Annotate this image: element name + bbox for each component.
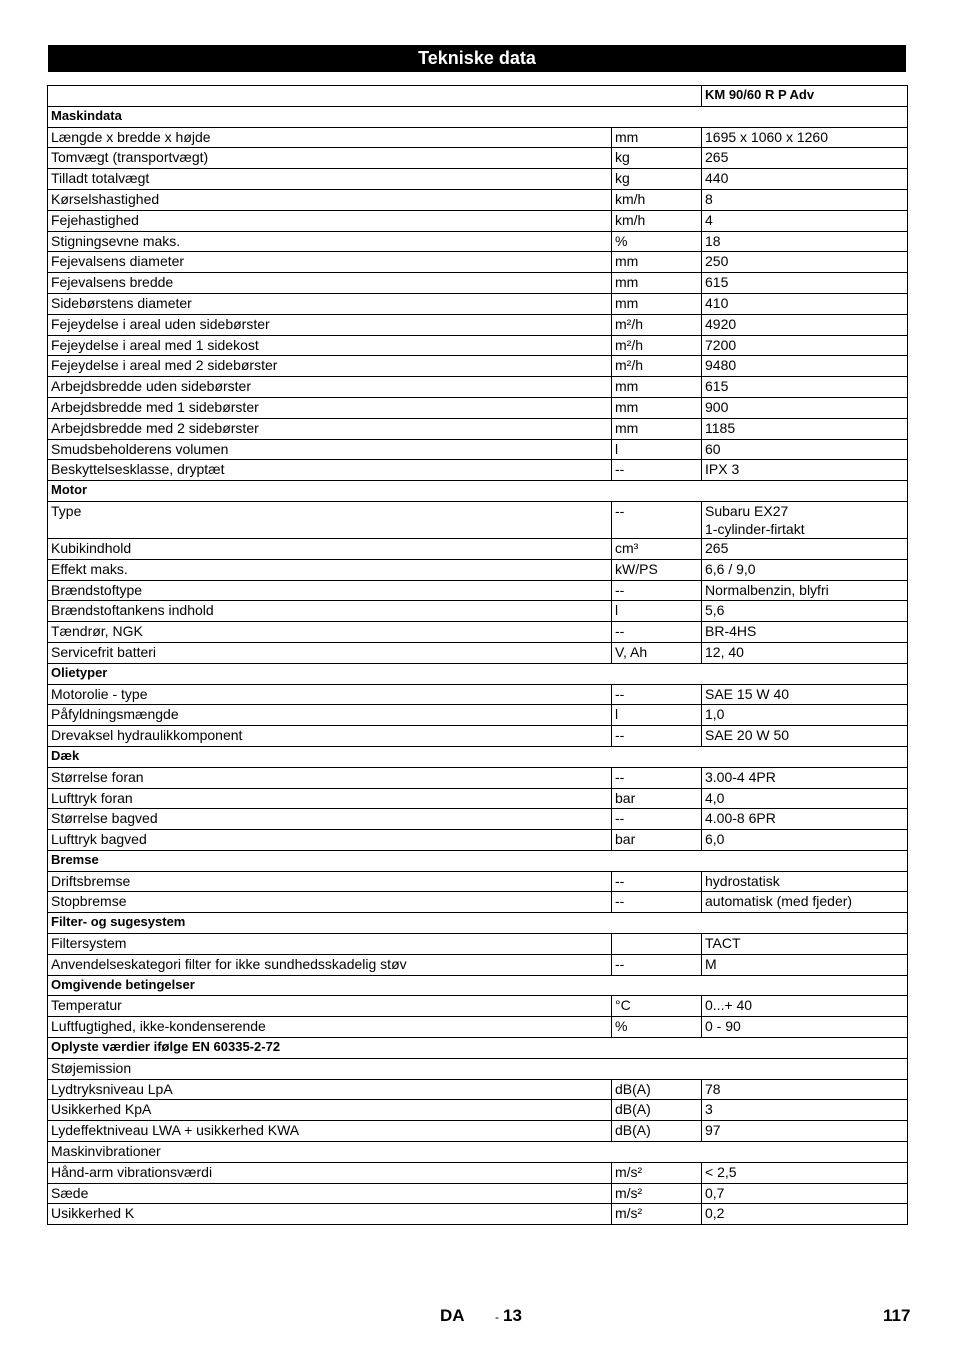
spec-label: Kørselshastighed bbox=[48, 189, 612, 210]
spec-label: Størrelse foran bbox=[48, 767, 612, 788]
section-title: Maskindata bbox=[48, 106, 908, 127]
spec-label: Driftsbremse bbox=[48, 871, 612, 892]
spec-label: Beskyttelsesklasse, dryptæt bbox=[48, 460, 612, 481]
tech-data-table bbox=[47, 85, 908, 1225]
section-title: Oplyste værdier ifølge EN 60335-2-72 bbox=[48, 1038, 908, 1059]
spec-value: 5,6 bbox=[702, 601, 908, 622]
spec-value: hydrostatisk bbox=[702, 871, 908, 892]
table-row bbox=[48, 559, 908, 580]
spec-label: Usikkerhed KpA bbox=[48, 1100, 612, 1121]
spec-unit: l bbox=[612, 439, 702, 460]
spec-value: 900 bbox=[702, 397, 908, 418]
spec-value: 615 bbox=[702, 377, 908, 398]
spec-unit: bar bbox=[612, 788, 702, 809]
spec-unit: kg bbox=[612, 148, 702, 169]
spec-value: 0 - 90 bbox=[702, 1017, 908, 1038]
spec-label: Påfyldningsmængde bbox=[48, 705, 612, 726]
table-row bbox=[48, 996, 908, 1017]
spec-value: 6,6 / 9,0 bbox=[702, 559, 908, 580]
table-row bbox=[48, 231, 908, 252]
spec-value: 410 bbox=[702, 293, 908, 314]
spec-label: Filtersystem bbox=[48, 934, 612, 955]
spec-unit: mm bbox=[612, 273, 702, 294]
table-row bbox=[48, 1121, 908, 1142]
table-row bbox=[48, 1183, 908, 1204]
table-row bbox=[48, 1162, 908, 1183]
spec-unit: l bbox=[612, 601, 702, 622]
spec-unit: km/h bbox=[612, 210, 702, 231]
spec-unit: -- bbox=[612, 767, 702, 788]
section-header-row bbox=[48, 975, 908, 996]
spec-unit: % bbox=[612, 231, 702, 252]
footer-dash: - bbox=[495, 1310, 499, 1324]
table-row bbox=[48, 642, 908, 663]
spec-unit: m²/h bbox=[612, 356, 702, 377]
table-row bbox=[48, 335, 908, 356]
spec-label: Fejevalsens bredde bbox=[48, 273, 612, 294]
spec-label: Lufttryk foran bbox=[48, 788, 612, 809]
spec-label: Arbejdsbredde med 2 sidebørster bbox=[48, 418, 612, 439]
table-row bbox=[48, 726, 908, 747]
spec-value: 4 bbox=[702, 210, 908, 231]
spec-value: 97 bbox=[702, 1121, 908, 1142]
header-spacer bbox=[48, 86, 702, 107]
spec-value: 78 bbox=[702, 1079, 908, 1100]
spec-unit: % bbox=[612, 1017, 702, 1038]
spec-unit: mm bbox=[612, 397, 702, 418]
spec-label: Servicefrit batteri bbox=[48, 642, 612, 663]
table-row bbox=[48, 293, 908, 314]
spec-label: Fejeydelse i areal med 1 sidekost bbox=[48, 335, 612, 356]
section-title: Dæk bbox=[48, 746, 908, 767]
spec-label: Sidebørstens diameter bbox=[48, 293, 612, 314]
table-row bbox=[48, 439, 908, 460]
spec-value: M bbox=[702, 954, 908, 975]
table-row bbox=[48, 127, 908, 148]
table-row bbox=[48, 377, 908, 398]
spec-label: Lydeffektniveau LWA + usikkerhed KWA bbox=[48, 1121, 612, 1142]
table-row bbox=[48, 169, 908, 190]
spec-value: 1185 bbox=[702, 418, 908, 439]
table-row bbox=[48, 767, 908, 788]
spec-value: 3 bbox=[702, 1100, 908, 1121]
spec-unit: cm³ bbox=[612, 538, 702, 559]
spec-label: Smudsbeholderens volumen bbox=[48, 439, 612, 460]
spec-value: Subaru EX27 1-cylinder-firtakt bbox=[702, 501, 908, 538]
table-row bbox=[48, 314, 908, 335]
table-row bbox=[48, 809, 908, 830]
spec-unit: V, Ah bbox=[612, 642, 702, 663]
spec-unit: °C bbox=[612, 996, 702, 1017]
spec-unit: m/s² bbox=[612, 1183, 702, 1204]
section-title: Omgivende betingelser bbox=[48, 975, 908, 996]
spec-unit: mm bbox=[612, 252, 702, 273]
table-row bbox=[48, 934, 908, 955]
spec-label: Størrelse bagved bbox=[48, 809, 612, 830]
spec-value: SAE 15 W 40 bbox=[702, 684, 908, 705]
spec-label: Arbejdsbredde uden sidebørster bbox=[48, 377, 612, 398]
spec-label: Brændstoftype bbox=[48, 580, 612, 601]
spec-label: Anvendelseskategori filter for ikke sundhedsskadelig støv bbox=[48, 954, 612, 975]
spec-label: Luftfugtighed, ikke-kondenserende bbox=[48, 1017, 612, 1038]
spec-value: 6,0 bbox=[702, 830, 908, 851]
spec-label: Usikkerhed K bbox=[48, 1204, 612, 1225]
section-header-row bbox=[48, 746, 908, 767]
spec-unit: l bbox=[612, 705, 702, 726]
spec-value: 615 bbox=[702, 273, 908, 294]
table-row bbox=[48, 252, 908, 273]
table-row bbox=[48, 1204, 908, 1225]
footer-page-number: 117 bbox=[883, 1306, 911, 1325]
spec-value: 1,0 bbox=[702, 705, 908, 726]
table-row bbox=[48, 954, 908, 975]
footer-section-page-number: 13 bbox=[503, 1306, 522, 1325]
spec-unit: -- bbox=[612, 954, 702, 975]
spec-unit: dB(A) bbox=[612, 1079, 702, 1100]
spec-unit: -- bbox=[612, 871, 702, 892]
spec-unit: m/s² bbox=[612, 1162, 702, 1183]
spec-value: < 2,5 bbox=[702, 1162, 908, 1183]
spec-value: 250 bbox=[702, 252, 908, 273]
table-row bbox=[48, 538, 908, 559]
spec-value: Normalbenzin, blyfri bbox=[702, 580, 908, 601]
spec-unit: mm bbox=[612, 127, 702, 148]
spec-unit: dB(A) bbox=[612, 1100, 702, 1121]
spec-value: 18 bbox=[702, 231, 908, 252]
spec-label: Længde x bredde x højde bbox=[48, 127, 612, 148]
spec-value: 0,7 bbox=[702, 1183, 908, 1204]
table-row bbox=[48, 601, 908, 622]
spec-unit: mm bbox=[612, 377, 702, 398]
spec-value: SAE 20 W 50 bbox=[702, 726, 908, 747]
section-title: Olietyper bbox=[48, 663, 908, 684]
spec-unit: -- bbox=[612, 809, 702, 830]
table-row bbox=[48, 273, 908, 294]
section-title: Filter- og sugesystem bbox=[48, 913, 908, 934]
spec-unit: -- bbox=[612, 460, 702, 481]
section-title: Bremse bbox=[48, 850, 908, 871]
table-row bbox=[48, 871, 908, 892]
spec-label: Tændrør, NGK bbox=[48, 622, 612, 643]
spec-value: 4.00-8 6PR bbox=[702, 809, 908, 830]
spec-label: Lufttryk bagved bbox=[48, 830, 612, 851]
spec-label: Drevaksel hydraulikkomponent bbox=[48, 726, 612, 747]
table-row bbox=[48, 460, 908, 481]
table-header-row bbox=[48, 86, 908, 107]
spec-label: Kubikindhold bbox=[48, 538, 612, 559]
spec-label: Arbejdsbredde med 1 sidebørster bbox=[48, 397, 612, 418]
spec-label: Lydtryksniveau LpA bbox=[48, 1079, 612, 1100]
spec-value: 440 bbox=[702, 169, 908, 190]
table-row bbox=[48, 622, 908, 643]
table-row bbox=[48, 684, 908, 705]
spec-label: Sæde bbox=[48, 1183, 612, 1204]
table-row bbox=[48, 1079, 908, 1100]
table-row bbox=[48, 148, 908, 169]
spec-label: Fejeydelse i areal uden sidebørster bbox=[48, 314, 612, 335]
spec-label: Stigningsevne maks. bbox=[48, 231, 612, 252]
spec-label: Hånd-arm vibrationsværdi bbox=[48, 1162, 612, 1183]
spec-unit: -- bbox=[612, 684, 702, 705]
spec-value: 9480 bbox=[702, 356, 908, 377]
table-row bbox=[48, 397, 908, 418]
spec-unit: m/s² bbox=[612, 1204, 702, 1225]
subsection-title: Maskinvibrationer bbox=[48, 1142, 908, 1163]
spec-label: Stopbremse bbox=[48, 892, 612, 913]
section-header-row bbox=[48, 106, 908, 127]
table-row bbox=[48, 418, 908, 439]
spec-label: Fejeydelse i areal med 2 sidebørster bbox=[48, 356, 612, 377]
spec-unit: kW/PS bbox=[612, 559, 702, 580]
spec-label: Effekt maks. bbox=[48, 559, 612, 580]
spec-value: 12, 40 bbox=[702, 642, 908, 663]
spec-unit: km/h bbox=[612, 189, 702, 210]
spec-unit: bar bbox=[612, 830, 702, 851]
spec-unit: kg bbox=[612, 169, 702, 190]
spec-value: 3.00-4 4PR bbox=[702, 767, 908, 788]
table-row bbox=[48, 788, 908, 809]
spec-unit: mm bbox=[612, 293, 702, 314]
spec-label: Brændstoftankens indhold bbox=[48, 601, 612, 622]
table-row bbox=[48, 705, 908, 726]
footer-lang: DA bbox=[440, 1306, 465, 1325]
table-row bbox=[48, 356, 908, 377]
spec-unit bbox=[612, 934, 702, 955]
section-header-row bbox=[48, 850, 908, 871]
spec-label: Fejehastighed bbox=[48, 210, 612, 231]
section-header-row bbox=[48, 1038, 908, 1059]
section-title: Motor bbox=[48, 481, 908, 502]
spec-value: TACT bbox=[702, 934, 908, 955]
spec-unit: -- bbox=[612, 892, 702, 913]
table-row bbox=[48, 501, 908, 538]
footer-section-page bbox=[495, 1306, 522, 1326]
spec-value: automatisk (med fjeder) bbox=[702, 892, 908, 913]
table-row bbox=[48, 1017, 908, 1038]
spec-value: 8 bbox=[702, 189, 908, 210]
subsection-row bbox=[48, 1058, 908, 1079]
spec-unit: dB(A) bbox=[612, 1121, 702, 1142]
spec-value: 0...+ 40 bbox=[702, 996, 908, 1017]
spec-value: 4,0 bbox=[702, 788, 908, 809]
spec-label: Motorolie - type bbox=[48, 684, 612, 705]
section-header-row bbox=[48, 913, 908, 934]
subsection-row bbox=[48, 1142, 908, 1163]
table-row bbox=[48, 892, 908, 913]
table-row bbox=[48, 210, 908, 231]
spec-unit: -- bbox=[612, 622, 702, 643]
spec-label: Fejevalsens diameter bbox=[48, 252, 612, 273]
spec-unit: mm bbox=[612, 418, 702, 439]
subsection-title: Støjemission bbox=[48, 1058, 908, 1079]
model-name: KM 90/60 R P Adv bbox=[702, 86, 908, 107]
spec-value: IPX 3 bbox=[702, 460, 908, 481]
spec-value: BR-4HS bbox=[702, 622, 908, 643]
spec-value: 4920 bbox=[702, 314, 908, 335]
spec-unit: -- bbox=[612, 726, 702, 747]
spec-label: Tomvægt (transportvægt) bbox=[48, 148, 612, 169]
spec-label: Tilladt totalvægt bbox=[48, 169, 612, 190]
spec-unit: m²/h bbox=[612, 335, 702, 356]
table-row bbox=[48, 189, 908, 210]
spec-unit: -- bbox=[612, 580, 702, 601]
spec-label: Type bbox=[48, 501, 612, 538]
spec-unit: m²/h bbox=[612, 314, 702, 335]
table-row bbox=[48, 1100, 908, 1121]
section-header-row bbox=[48, 481, 908, 502]
table-row bbox=[48, 580, 908, 601]
table-row bbox=[48, 830, 908, 851]
page-title: Tekniske data bbox=[48, 45, 906, 72]
spec-unit: -- bbox=[612, 501, 702, 538]
spec-value: 60 bbox=[702, 439, 908, 460]
spec-value: 7200 bbox=[702, 335, 908, 356]
section-header-row bbox=[48, 663, 908, 684]
spec-label: Temperatur bbox=[48, 996, 612, 1017]
spec-value: 265 bbox=[702, 538, 908, 559]
spec-value: 0,2 bbox=[702, 1204, 908, 1225]
spec-value: 1695 x 1060 x 1260 bbox=[702, 127, 908, 148]
spec-value: 265 bbox=[702, 148, 908, 169]
